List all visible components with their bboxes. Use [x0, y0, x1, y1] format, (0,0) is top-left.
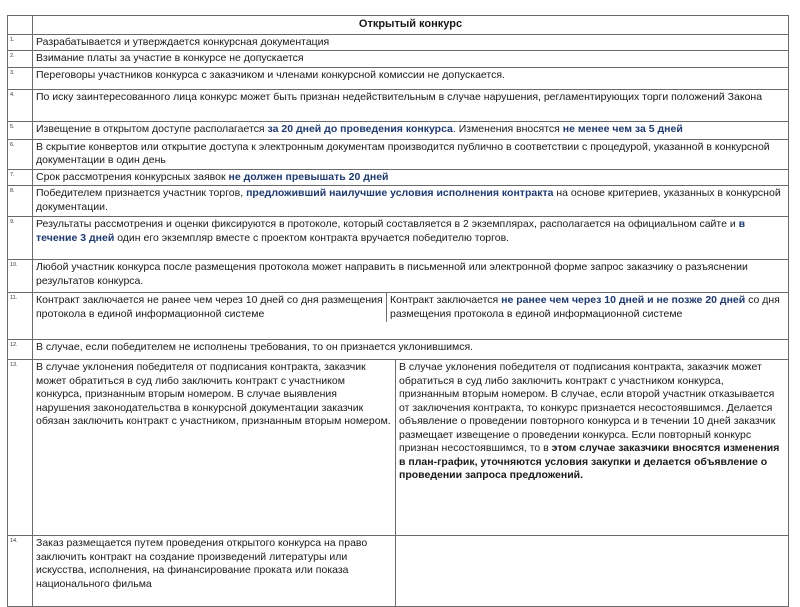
row-1-text: Разрабатывается и утверждается конкурсная документация — [33, 34, 789, 51]
row-number: 13. — [8, 360, 33, 536]
row-11-right-part-2: со дня размещения протокола в единой информационной системе — [390, 294, 780, 320]
row-number: 4. — [8, 89, 33, 121]
row-5-part-1: Извещение в открытом доступе располагается — [36, 122, 268, 135]
procurement-table — [7, 15, 789, 607]
row-4-text: По иску заинтересованного лица конкурс может быть признан недействительным в случае нарушения, регламентирующих торги положений Закона — [33, 89, 789, 121]
row-13-right-bold: этом случае заказчики вносятся изменения в план-график, уточняются условия закупки и делается объявление о проведении запроса предложений. — [399, 442, 780, 481]
row-number: 14. — [8, 536, 33, 607]
row-8-text — [33, 186, 789, 217]
row-9-part-2: один его экземпляр вместе с проектом контракта вручается победителю торгов. — [114, 231, 510, 244]
row-14-right-text — [396, 536, 788, 606]
row-14-split — [33, 536, 789, 607]
row-number: 2. — [8, 51, 33, 68]
row-11-right-part-1: Контракт заключается — [390, 294, 502, 306]
row-number: 6. — [8, 139, 33, 169]
table-header: Открытый конкурс — [33, 16, 789, 35]
row-5-part-2: . Изменения вносятся — [452, 122, 563, 135]
row-number: 11. — [8, 293, 33, 340]
row-9-highlight-1: в течение 3 дней — [36, 218, 746, 244]
row-2-text: Взимание платы за участие в конкурсе не допускается — [33, 51, 789, 68]
row-14-left-text: Заказ размещается путем проведения открытого конкурса на право заключить контракт на создание произведений литературы или искусства, исполнения, на финансирование проката или показа национального фильма — [33, 536, 396, 606]
row-10-text: Любой участник конкурса после размещения протокола может направить в письменной или электронной форме запрос заказчику о разъяснении результатов конкурса. — [33, 260, 789, 293]
row-8-highlight-1: предложивший наилучшие условия исполнения контракта — [246, 187, 554, 199]
row-13-right-text — [396, 360, 788, 535]
row-8-part-1: Победителем признается участник торгов, — [36, 187, 247, 199]
row-11-left-text: Контракт заключается не ранее чем через 10 дней со дня размещения протокола в единой информационной системе — [33, 293, 387, 322]
row-5-highlight-1: за 20 дней до проведения конкурса — [267, 122, 453, 135]
row-number: 10. — [8, 260, 33, 293]
row-number: 5. — [8, 121, 33, 139]
row-11-split — [33, 293, 789, 340]
row-number: 3. — [8, 67, 33, 89]
row-8-part-2: на основе критериев, указанных в конкурсной документации. — [36, 187, 781, 213]
row-6-text: В скрытие конвертов или открытие доступа к электронным документам производится публично в соответствии с процедурой, указанной в конкурсной документации в один день — [33, 139, 789, 169]
row-7-text — [33, 169, 789, 186]
row-number: 1. — [8, 34, 33, 51]
row-9-text — [33, 217, 789, 260]
row-11-right-highlight: не ранее чем через 10 дней и не позже 20 дней — [501, 294, 746, 306]
row-13-right-part-1: В случае уклонения победителя от подписания контракта, заказчик может обратиться в суд либо заключить контракт с участником конкурса, признанным вторым номером. В случае, если второй участник отказывается от заключения контракта, то конкурс признается несостоявшимся. Делается объявление о проведении повторного конкурса и в течении 10 дней заказчик размещает извещение о проведении конкурса. Если повторный конкурс признан несостоявшимся, то в — [399, 361, 776, 454]
row-number: 7. — [8, 169, 33, 186]
row-number: 12. — [8, 340, 33, 360]
row-number: 9. — [8, 217, 33, 260]
row-3-text: Переговоры участников конкурса с заказчиком и членами конкурсной комиссии не допускается. — [33, 67, 789, 89]
row-11-right-text — [387, 293, 788, 322]
row-number: 8. — [8, 186, 33, 217]
row-13-left-text: В случае уклонения победителя от подписания контракта, заказчик может обратиться в суд либо заключить контракт с участником конкурса, признанным вторым номером. В случае выявления нарушения законодательства в конкурсной документации заказчик обязан заключить контракт с участником, признанным вторым номером. — [33, 360, 396, 535]
row-13-split — [33, 360, 789, 536]
row-12-text: В случае, если победителем не исполнены требования, то он признается уклонившимся. — [33, 340, 789, 360]
header-num-cell — [8, 16, 33, 35]
row-5-text — [33, 121, 789, 139]
row-9-part-1: Результаты рассмотрения и оценки фиксируются в протоколе, который составляется в 2 экземплярах, располагается на официальном сайте и — [36, 218, 739, 230]
row-7-part-1: Срок рассмотрения конкурсных заявок — [36, 170, 229, 183]
row-7-highlight-1: не должен превышать 20 дней — [228, 170, 389, 183]
row-5-highlight-2: не менее чем за 5 дней — [562, 122, 683, 135]
